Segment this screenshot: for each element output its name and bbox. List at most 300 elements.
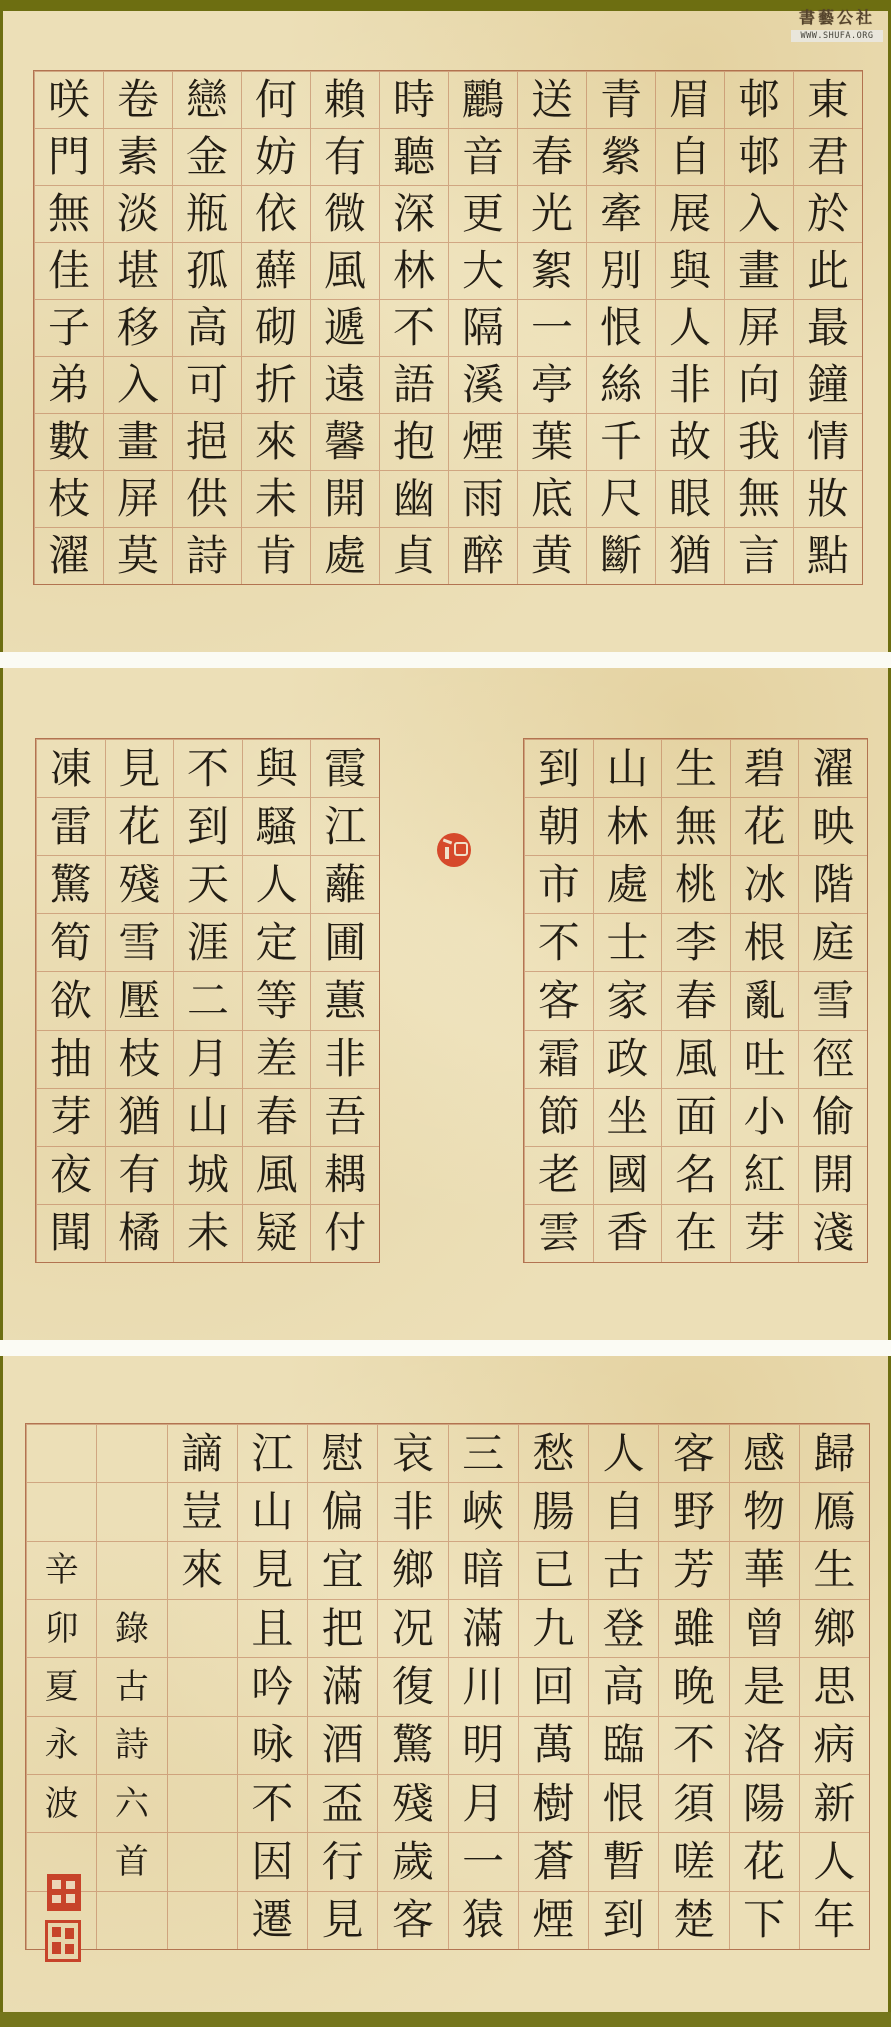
calligraphy-cell: 愁	[519, 1424, 588, 1482]
calligraphy-column	[524, 739, 593, 1262]
seal-mark	[52, 1927, 61, 1937]
calligraphy-column	[724, 71, 793, 584]
seal-mark	[65, 1928, 74, 1939]
calligraphy-column	[655, 71, 724, 584]
calligraphy-cell: 豈	[168, 1482, 237, 1540]
calligraphy-cell: 鸝	[449, 71, 517, 128]
calligraphy-cell: 不	[238, 1774, 307, 1832]
calligraphy-cell: 挹	[173, 413, 241, 470]
calligraphy-cell: 猶	[106, 1088, 174, 1146]
calligraphy-column	[730, 739, 799, 1262]
calligraphy-cell: 錄	[97, 1599, 166, 1657]
calligraphy-cell: 客	[378, 1891, 447, 1949]
calligraphy-cell: 思	[800, 1657, 869, 1715]
calligraphy-cell: 華	[730, 1541, 799, 1599]
calligraphy-cell: 濯	[35, 527, 103, 584]
calligraphy-cell: 無	[35, 185, 103, 242]
calligraphy-cell	[97, 1891, 166, 1949]
calligraphy-cell: 吟	[238, 1657, 307, 1715]
calligraphy-cell: 鄉	[378, 1541, 447, 1599]
calligraphy-cell: 有	[106, 1146, 174, 1204]
calligraphy-cell: 遞	[311, 299, 379, 356]
calligraphy-cell: 客	[659, 1424, 728, 1482]
panel2-right-grid	[523, 738, 868, 1263]
calligraphy-cell: 雷	[37, 797, 105, 855]
calligraphy-cell: 等	[243, 971, 311, 1029]
calligraphy-cell: 故	[656, 413, 724, 470]
calligraphy-cell: 江	[311, 797, 379, 855]
calligraphy-column	[96, 1424, 166, 1949]
seal-mark	[52, 1880, 61, 1889]
calligraphy-cell: 不	[659, 1716, 728, 1774]
calligraphy-cell: 點	[794, 527, 862, 584]
calligraphy-cell: 君	[794, 128, 862, 185]
calligraphy-cell: 非	[311, 1030, 379, 1088]
calligraphy-cell: 客	[525, 971, 593, 1029]
calligraphy-cell: 謫	[168, 1424, 237, 1482]
calligraphy-column	[307, 1424, 377, 1949]
calligraphy-column	[518, 1424, 588, 1949]
calligraphy-cell: 芽	[731, 1204, 799, 1262]
calligraphy-cell: 李	[662, 913, 730, 971]
calligraphy-cell: 山	[238, 1482, 307, 1540]
calligraphy-cell: 映	[799, 797, 867, 855]
calligraphy-column	[103, 71, 172, 584]
calligraphy-cell: 盃	[308, 1774, 377, 1832]
calligraphy-cell: 高	[173, 299, 241, 356]
calligraphy-cell: 小	[731, 1088, 799, 1146]
calligraphy-cell: 况	[378, 1599, 447, 1657]
calligraphy-column	[242, 739, 311, 1262]
calligraphy-cell: 可	[173, 356, 241, 413]
calligraphy-cell: 抽	[37, 1030, 105, 1088]
seal-mark	[66, 1881, 75, 1889]
calligraphy-cell: 入	[104, 356, 172, 413]
calligraphy-cell: 咲	[35, 71, 103, 128]
calligraphy-cell: 晚	[659, 1657, 728, 1715]
calligraphy-cell: 二	[174, 971, 242, 1029]
panel1-grid	[33, 70, 863, 585]
seal-mark	[52, 1942, 61, 1954]
calligraphy-cell: 感	[730, 1424, 799, 1482]
calligraphy-cell: 葉	[518, 413, 586, 470]
calligraphy-cell: 佳	[35, 242, 103, 299]
calligraphy-cell: 處	[594, 855, 662, 913]
calligraphy-column	[379, 71, 448, 584]
calligraphy-cell: 凍	[37, 739, 105, 797]
calligraphy-cell: 生	[662, 739, 730, 797]
calligraphy-cell: 孤	[173, 242, 241, 299]
calligraphy-cell: 最	[794, 299, 862, 356]
calligraphy-cell: 行	[308, 1832, 377, 1890]
calligraphy-cell: 歲	[378, 1832, 447, 1890]
calligraphy-cell: 香	[594, 1204, 662, 1262]
calligraphy-cell: 堪	[104, 242, 172, 299]
calligraphy-panel-2	[3, 668, 888, 1340]
calligraphy-cell: 野	[659, 1482, 728, 1540]
calligraphy-cell: 雪	[799, 971, 867, 1029]
calligraphy-cell: 付	[311, 1204, 379, 1262]
calligraphy-cell: 金	[173, 128, 241, 185]
calligraphy-cell: 何	[242, 71, 310, 128]
calligraphy-cell: 冰	[731, 855, 799, 913]
calligraphy-cell: 鐘	[794, 356, 862, 413]
calligraphy-column	[517, 71, 586, 584]
calligraphy-cell: 一	[518, 299, 586, 356]
calligraphy-cell: 淡	[104, 185, 172, 242]
calligraphy-cell: 肯	[242, 527, 310, 584]
seal-mark	[445, 847, 449, 859]
calligraphy-cell: 滿	[308, 1657, 377, 1715]
calligraphy-cell: 坐	[594, 1088, 662, 1146]
calligraphy-cell: 花	[730, 1832, 799, 1890]
calligraphy-cell: 古	[97, 1657, 166, 1715]
calligraphy-cell: 不	[174, 739, 242, 797]
calligraphy-column	[661, 739, 730, 1262]
calligraphy-cell: 與	[243, 739, 311, 797]
calligraphy-panel-1	[3, 11, 888, 652]
calligraphy-cell: 無	[662, 797, 730, 855]
calligraphy-cell: 階	[799, 855, 867, 913]
calligraphy-cell: 桃	[662, 855, 730, 913]
site-watermark	[791, 5, 883, 42]
calligraphy-cell: 名	[662, 1146, 730, 1204]
calligraphy-cell: 詩	[173, 527, 241, 584]
calligraphy-cell: 砌	[242, 299, 310, 356]
calligraphy-cell: 戀	[173, 71, 241, 128]
calligraphy-cell: 門	[35, 128, 103, 185]
panel2-left-grid	[35, 738, 380, 1263]
calligraphy-cell: 來	[242, 413, 310, 470]
calligraphy-cell	[168, 1599, 237, 1657]
calligraphy-cell: 六	[97, 1774, 166, 1832]
calligraphy-cell: 徑	[799, 1030, 867, 1088]
calligraphy-cell: 醉	[449, 527, 517, 584]
calligraphy-cell: 我	[725, 413, 793, 470]
calligraphy-cell: 送	[518, 71, 586, 128]
calligraphy-cell: 恨	[587, 299, 655, 356]
calligraphy-cell	[97, 1482, 166, 1540]
calligraphy-cell: 士	[594, 913, 662, 971]
calligraphy-cell: 青	[587, 71, 655, 128]
calligraphy-cell: 眼	[656, 470, 724, 527]
calligraphy-column	[729, 1424, 799, 1949]
calligraphy-cell: 庭	[799, 913, 867, 971]
calligraphy-cell: 遠	[311, 356, 379, 413]
calligraphy-cell: 入	[725, 185, 793, 242]
calligraphy-cell: 咏	[238, 1716, 307, 1774]
calligraphy-column	[237, 1424, 307, 1949]
calligraphy-cell: 微	[311, 185, 379, 242]
calligraphy-cell: 吾	[311, 1088, 379, 1146]
calligraphy-cell: 橘	[106, 1204, 174, 1262]
calligraphy-cell: 一	[449, 1832, 518, 1890]
calligraphy-cell: 回	[519, 1657, 588, 1715]
calligraphy-cell: 畫	[104, 413, 172, 470]
calligraphy-cell: 不	[525, 913, 593, 971]
calligraphy-cell: 生	[800, 1541, 869, 1599]
calligraphy-cell: 千	[587, 413, 655, 470]
calligraphy-cell: 洛	[730, 1716, 799, 1774]
calligraphy-cell: 驚	[37, 855, 105, 913]
calligraphy-cell: 首	[97, 1832, 166, 1890]
mount-band-bottom	[0, 2012, 891, 2027]
calligraphy-cell: 畫	[725, 242, 793, 299]
calligraphy-cell	[168, 1832, 237, 1890]
calligraphy-column	[377, 1424, 447, 1949]
calligraphy-cell: 面	[662, 1088, 730, 1146]
calligraphy-column	[799, 1424, 869, 1949]
calligraphy-cell: 涯	[174, 913, 242, 971]
calligraphy-cell: 抱	[380, 413, 448, 470]
calligraphy-cell: 病	[800, 1716, 869, 1774]
calligraphy-cell: 霜	[525, 1030, 593, 1088]
calligraphy-cell: 把	[308, 1599, 377, 1657]
calligraphy-cell: 月	[449, 1774, 518, 1832]
calligraphy-cell: 見	[106, 739, 174, 797]
calligraphy-cell: 人	[243, 855, 311, 913]
calligraphy-cell: 於	[794, 185, 862, 242]
calligraphy-cell: 卯	[27, 1599, 96, 1657]
calligraphy-cell: 鴈	[800, 1482, 869, 1540]
calligraphy-cell: 煙	[449, 413, 517, 470]
calligraphy-cell: 妝	[794, 470, 862, 527]
calligraphy-cell: 更	[449, 185, 517, 242]
calligraphy-cell: 筍	[37, 913, 105, 971]
calligraphy-cell: 林	[594, 797, 662, 855]
calligraphy-cell: 妨	[242, 128, 310, 185]
calligraphy-cell: 新	[800, 1774, 869, 1832]
calligraphy-cell: 人	[589, 1424, 658, 1482]
calligraphy-cell: 國	[594, 1146, 662, 1204]
calligraphy-cell: 峽	[449, 1482, 518, 1540]
calligraphy-cell: 永	[27, 1716, 96, 1774]
calligraphy-cell: 貞	[380, 527, 448, 584]
calligraphy-cell: 來	[168, 1541, 237, 1599]
calligraphy-cell: 音	[449, 128, 517, 185]
calligraphy-cell: 折	[242, 356, 310, 413]
calligraphy-cell: 登	[589, 1599, 658, 1657]
round-red-seal	[437, 833, 471, 867]
calligraphy-cell: 底	[518, 470, 586, 527]
calligraphy-cell: 展	[656, 185, 724, 242]
calligraphy-column	[172, 71, 241, 584]
calligraphy-cell: 亂	[731, 971, 799, 1029]
calligraphy-cell: 蒼	[519, 1832, 588, 1890]
calligraphy-cell: 城	[174, 1146, 242, 1204]
calligraphy-cell: 蘚	[242, 242, 310, 299]
calligraphy-cell: 猶	[656, 527, 724, 584]
watermark-url: WWW.SHUFA.ORG	[791, 30, 883, 42]
seal-mark	[52, 1895, 61, 1903]
calligraphy-cell: 月	[174, 1030, 242, 1088]
calligraphy-cell: 人	[800, 1832, 869, 1890]
mount-band-top	[0, 0, 891, 11]
calligraphy-cell: 邨	[725, 71, 793, 128]
panel-gap-1	[0, 652, 891, 668]
calligraphy-cell: 哀	[378, 1424, 447, 1482]
calligraphy-cell: 山	[174, 1088, 242, 1146]
calligraphy-cell: 無	[725, 470, 793, 527]
calligraphy-cell: 芳	[659, 1541, 728, 1599]
calligraphy-column	[167, 1424, 237, 1949]
calligraphy-cell: 情	[794, 413, 862, 470]
calligraphy-cell: 到	[525, 739, 593, 797]
calligraphy-cell: 古	[589, 1541, 658, 1599]
calligraphy-column	[310, 71, 379, 584]
calligraphy-cell: 因	[238, 1832, 307, 1890]
calligraphy-cell: 非	[378, 1482, 447, 1540]
calligraphy-cell: 大	[449, 242, 517, 299]
calligraphy-column	[586, 71, 655, 584]
calligraphy-cell: 雪	[106, 913, 174, 971]
calligraphy-cell: 風	[243, 1146, 311, 1204]
calligraphy-cell: 東	[794, 71, 862, 128]
calligraphy-cell: 淺	[799, 1204, 867, 1262]
seal-mark	[443, 839, 452, 845]
calligraphy-cell: 到	[174, 797, 242, 855]
calligraphy-cell: 絮	[518, 242, 586, 299]
calligraphy-cell: 朝	[525, 797, 593, 855]
calligraphy-cell: 言	[725, 527, 793, 584]
calligraphy-cell: 眉	[656, 71, 724, 128]
calligraphy-cell	[97, 1424, 166, 1482]
calligraphy-cell: 向	[725, 356, 793, 413]
calligraphy-cell: 尺	[587, 470, 655, 527]
calligraphy-cell: 不	[380, 299, 448, 356]
calligraphy-cell: 處	[311, 527, 379, 584]
calligraphy-cell: 亭	[518, 356, 586, 413]
square-red-seal-lower	[45, 1920, 81, 1962]
square-red-seal-upper	[47, 1874, 81, 1911]
calligraphy-cell: 斷	[587, 527, 655, 584]
calligraphy-cell: 卷	[104, 71, 172, 128]
calligraphy-cell: 物	[730, 1482, 799, 1540]
panel-gap-2	[0, 1340, 891, 1356]
calligraphy-cell: 風	[662, 1030, 730, 1088]
calligraphy-cell: 腸	[519, 1482, 588, 1540]
calligraphy-cell: 曾	[730, 1599, 799, 1657]
calligraphy-cell: 芽	[37, 1088, 105, 1146]
calligraphy-cell: 殘	[106, 855, 174, 913]
calligraphy-column	[26, 1424, 96, 1949]
calligraphy-cell	[168, 1891, 237, 1949]
calligraphy-cell: 萬	[519, 1716, 588, 1774]
calligraphy-column	[448, 1424, 518, 1949]
calligraphy-cell: 驚	[378, 1716, 447, 1774]
calligraphy-cell: 馨	[311, 413, 379, 470]
calligraphy-cell: 老	[525, 1146, 593, 1204]
calligraphy-cell: 九	[519, 1599, 588, 1657]
calligraphy-cell: 圃	[311, 913, 379, 971]
calligraphy-cell: 溪	[449, 356, 517, 413]
calligraphy-cell: 見	[238, 1541, 307, 1599]
calligraphy-column	[588, 1424, 658, 1949]
calligraphy-cell: 花	[731, 797, 799, 855]
calligraphy-cell: 蕙	[311, 971, 379, 1029]
calligraphy-cell: 莫	[104, 527, 172, 584]
calligraphy-cell: 林	[380, 242, 448, 299]
calligraphy-cell: 歸	[800, 1424, 869, 1482]
calligraphy-cell: 雲	[525, 1204, 593, 1262]
calligraphy-cell: 此	[794, 242, 862, 299]
calligraphy-cell: 聽	[380, 128, 448, 185]
calligraphy-cell: 開	[799, 1146, 867, 1204]
calligraphy-cell: 夜	[37, 1146, 105, 1204]
calligraphy-cell: 壓	[106, 971, 174, 1029]
calligraphy-cell: 家	[594, 971, 662, 1029]
calligraphy-cell: 楚	[659, 1891, 728, 1949]
calligraphy-cell: 且	[238, 1599, 307, 1657]
calligraphy-cell: 酒	[308, 1716, 377, 1774]
calligraphy-cell: 波	[27, 1774, 96, 1832]
calligraphy-cell: 高	[589, 1657, 658, 1715]
calligraphy-cell: 根	[731, 913, 799, 971]
calligraphy-cell: 春	[518, 128, 586, 185]
calligraphy-cell: 詩	[97, 1716, 166, 1774]
watermark-logo: 書藝公社	[798, 8, 875, 27]
calligraphy-cell: 煙	[519, 1891, 588, 1949]
calligraphy-cell: 雖	[659, 1599, 728, 1657]
calligraphy-cell: 時	[380, 71, 448, 128]
calligraphy-cell: 暫	[589, 1832, 658, 1890]
calligraphy-cell: 江	[238, 1424, 307, 1482]
calligraphy-cell: 三	[449, 1424, 518, 1482]
calligraphy-cell: 未	[174, 1204, 242, 1262]
calligraphy-column	[593, 739, 662, 1262]
calligraphy-cell: 黄	[518, 527, 586, 584]
calligraphy-cell: 川	[449, 1657, 518, 1715]
calligraphy-cell: 市	[525, 855, 593, 913]
calligraphy-cell: 偏	[308, 1482, 377, 1540]
calligraphy-cell: 見	[308, 1891, 377, 1949]
calligraphy-cell: 春	[662, 971, 730, 1029]
calligraphy-cell: 非	[656, 356, 724, 413]
calligraphy-cell: 在	[662, 1204, 730, 1262]
calligraphy-cell: 隔	[449, 299, 517, 356]
calligraphy-column	[310, 739, 379, 1262]
calligraphy-cell: 濯	[799, 739, 867, 797]
calligraphy-cell: 移	[104, 299, 172, 356]
calligraphy-column	[34, 71, 103, 584]
calligraphy-cell: 耦	[311, 1146, 379, 1204]
calligraphy-cell: 復	[378, 1657, 447, 1715]
calligraphy-cell: 嗟	[659, 1832, 728, 1890]
calligraphy-column	[658, 1424, 728, 1949]
calligraphy-cell: 慰	[308, 1424, 377, 1482]
calligraphy-cell: 人	[656, 299, 724, 356]
calligraphy-cell: 屏	[725, 299, 793, 356]
calligraphy-cell: 深	[380, 185, 448, 242]
calligraphy-column	[793, 71, 862, 584]
calligraphy-cell: 猿	[449, 1891, 518, 1949]
calligraphy-cell: 欲	[37, 971, 105, 1029]
calligraphy-cell: 枝	[106, 1030, 174, 1088]
calligraphy-cell: 數	[35, 413, 103, 470]
calligraphy-cell: 下	[730, 1891, 799, 1949]
calligraphy-cell: 花	[106, 797, 174, 855]
calligraphy-panel-3	[3, 1356, 888, 2012]
seal-mark	[66, 1894, 75, 1903]
calligraphy-cell: 枝	[35, 470, 103, 527]
calligraphy-cell: 滿	[449, 1599, 518, 1657]
calligraphy-cell: 牽	[587, 185, 655, 242]
seal-mark	[454, 842, 468, 856]
calligraphy-cell	[168, 1774, 237, 1832]
calligraphy-cell: 賴	[311, 71, 379, 128]
calligraphy-column	[36, 739, 105, 1262]
seal-mark	[65, 1944, 74, 1954]
